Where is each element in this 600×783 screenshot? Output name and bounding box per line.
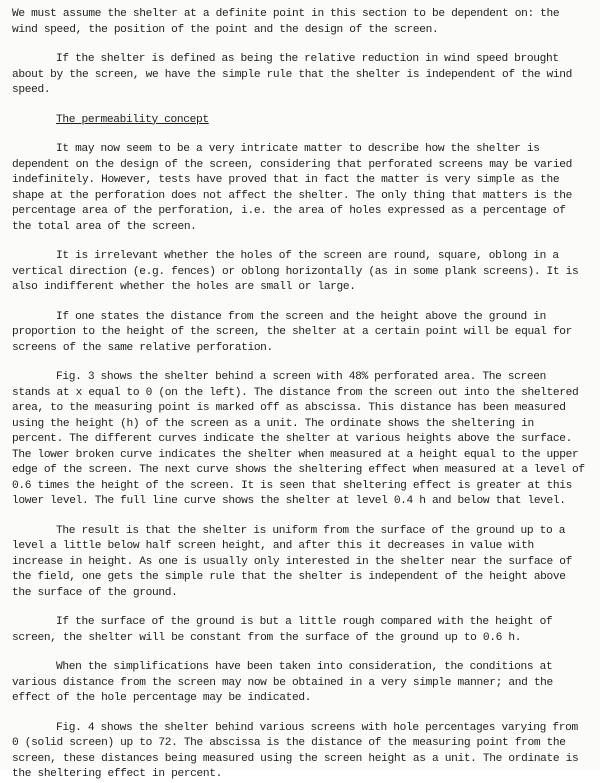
paragraph-result: The result is that the shelter is uniform from the surface of the ground up to a level a little below half screen height, and after this it decreases in value with increase in height. As one is usually only interested in the shelter near the surface of the field, one gets the simple rule that the shelter is independent of the height above the surface of the ground. <box>12 524 572 599</box>
paragraph-rough-ground: If the surface of the ground is but a little rough compared with the height of screen, the shelter will be constant from the surface of the ground up to 0.6 h. <box>12 616 553 644</box>
paragraph-fig3: Fig. 3 shows the shelter behind a screen with 48% perforated area. The screen stands at x equal to 0 (on the left). The distance from the screen out into the sheltered area, to the measuring point is marked off as abscissa. This distance has been measured using the height (h) of the screen as a unit. The ordinate shows the sheltering in percent. The different curves indicate the shelter at various heights above the surface. The lower broken curve indicates the shelter when measured at a height equal to the upper edge of the screen. The next curve shows the sheltering effect when measured at a level of 0.6 times the height of the screen. It is seen that sheltering effect is greater at this lower level. The full line curve shows the shelter at level 0.4 h and below that level. <box>12 371 585 507</box>
paragraph-shelter-definition: If the shelter is defined as being the relative reduction in wind speed brought about by the screen, we have the simple rule that the shelter is independent of the wind speed. <box>12 53 572 96</box>
paragraph-simplifications: When the simplifications have been taken into consideration, the conditions at various distance from the screen may now be obtained in a very simple manner; and the effect of the hole percentage may be indicated. <box>12 661 553 704</box>
paragraph-fig4: Fig. 4 shows the shelter behind various screens with hole percentages varying from 0 (solid screen) up to 72. The abscissa is the distance of the measuring point from the screen, these distances being measured using the screen height as a unit. The ordinate is the sheltering effect in percent. <box>12 721 579 780</box>
section-heading: The permeability concept <box>56 113 209 126</box>
paragraph-perforation: It may now seem to be a very intricate matter to describe how the shelter is dependent on the design of the screen, considering that perforated screens may be varied indefinitely. However, tests have proved that in fact the matter is very simple as the shape at the perforation does not affect the shelter. The only thing that matters is the percentage area of the perforation, i.e. the area of holes expressed as a percentage of the total area of the screen. <box>12 143 572 233</box>
paragraph-shelter-dependence: We must assume the shelter at a definite point in this section to be dependent on: the wind speed, the position of the point and the design of the screen. <box>12 8 560 36</box>
paragraph-hole-shape: It is irrelevant whether the holes of the screen are round, square, oblong in a vertical direction (e.g. fences) or oblong horizontally (as in some plank screens). It is also indifferent whether the holes are small or large. <box>12 250 579 293</box>
paragraph-relative-perforation: If one states the distance from the screen and the height above the ground in proportion to the height of the screen, the shelter at a certain point will be equal for screens of the same relative perforation. <box>12 310 572 354</box>
